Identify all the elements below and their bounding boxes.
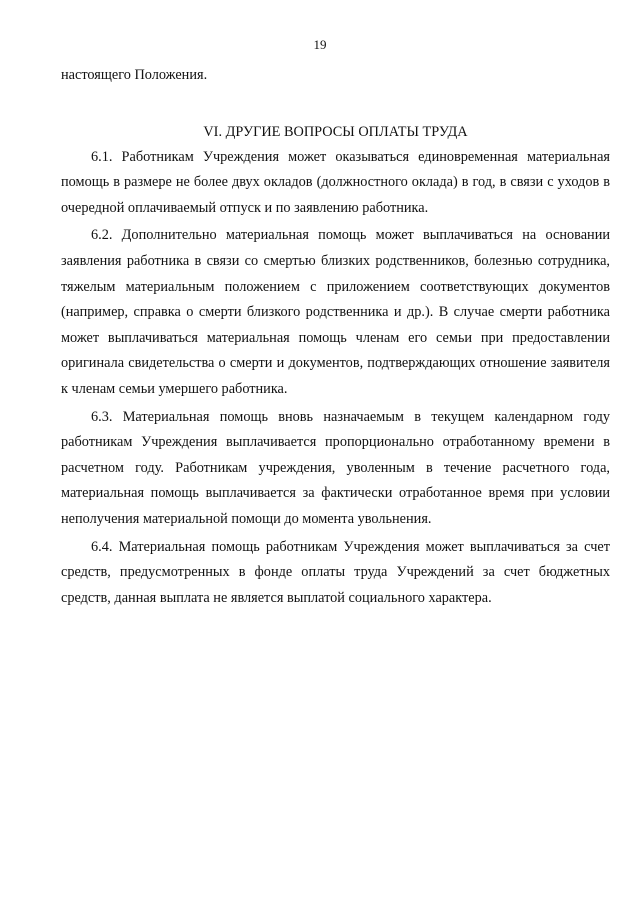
paragraph-6-1: 6.1. Работникам Учреждения может оказываться единовременная материальная помощь в размере не более двух окладов (должностного оклада) в год, в связи с уходов в очередной оплачиваемый отпуск и по заявлению работника.: [61, 148, 610, 216]
continuation-text: настоящего Положения.: [61, 67, 208, 83]
page-number: 19: [313, 37, 327, 52]
paragraph-6-4: 6.4. Материальная помощь работникам Учреждения может выплачиваться за счет средств, предусмотренных в фонде оплаты труда Учреждений за счет бюджетных средств, данная выплата не является выплатой социального характера.: [61, 538, 610, 606]
section-heading: VI. ДРУГИЕ ВОПРОСЫ ОПЛАТЫ ТРУДА: [203, 123, 468, 140]
document-body: [61, 63, 610, 611]
paragraph-6-2: 6.2. Дополнительно материальная помощь может выплачиваться на основании заявления работника в связи со смертью близких родственников, болезнью сотрудника, тяжелым материальным положением с приложением соответствующих документов (например, справка о смерти близкого родственника и др.). В случае смерти работника может выплачиваться материальная помощь членам его семьи при предоставлении оригинала свидетельства о смерти и документов, подтверждающих отношение заявителя к членам семьи умершего работника.: [61, 227, 610, 397]
paragraph-6-3: 6.3. Материальная помощь вновь назначаемым в текущем календарном году работникам Учреждения выплачивается пропорционально отработанному времени в расчетном году. Работникам учреждения, уволенным в течение расчетного года, материальная помощь выплачивается за фактически отработанное время при условии неполучения материальной помощи до момента увольнения.: [61, 408, 610, 527]
